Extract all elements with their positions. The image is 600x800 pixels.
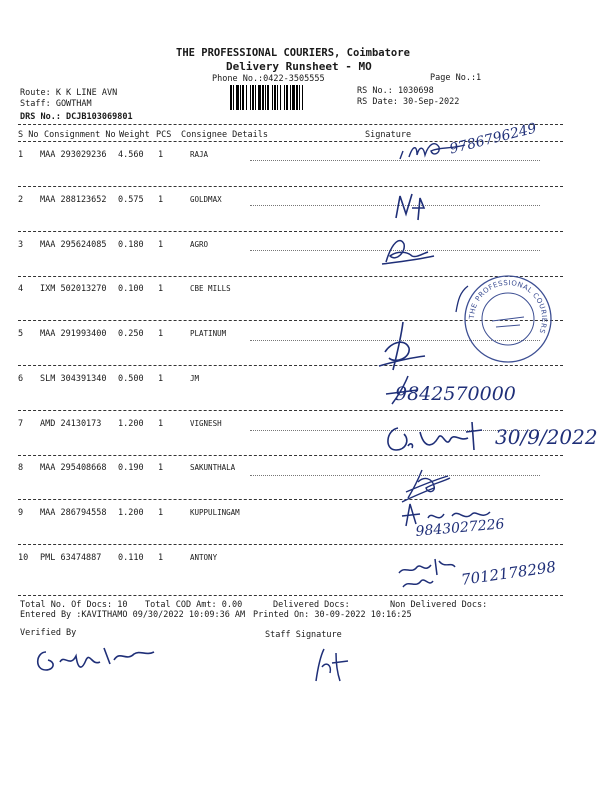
barcode [230, 85, 348, 110]
row-divider [18, 410, 563, 411]
signature-row-5 [375, 318, 435, 378]
row-sno: 10 [18, 553, 29, 563]
row-consignee: AGRO [190, 240, 209, 249]
rs-number: RS No.: 1030698 [357, 86, 434, 96]
total-docs: Total No. Of Docs: 10 [20, 600, 128, 610]
page-number: Page No.:1 [430, 73, 482, 83]
row-pcs: 1 [158, 419, 164, 429]
handwritten-phone-row-1: 9786796249 [448, 120, 539, 158]
row-sno: 3 [18, 240, 24, 250]
barcode-bar [280, 85, 281, 110]
handwritten-date-row-7: 30/9/2022 [495, 425, 598, 449]
signature-row-2 [390, 190, 440, 222]
row-sno: 8 [18, 463, 24, 473]
barcode-bar [252, 85, 254, 110]
row-weight: 1.200 [118, 508, 144, 518]
row-pcs: 1 [158, 553, 164, 563]
barcode-bar [265, 85, 266, 110]
row-divider [18, 231, 563, 232]
barcode-bar [290, 85, 291, 110]
row-consignment: PML 63474887 [40, 553, 102, 563]
row-consignee: JM [190, 374, 200, 383]
signature-row-8 [400, 458, 470, 504]
barcode-bar [262, 85, 264, 110]
stamp-signature-stroke [450, 282, 474, 316]
company-name: THE PROFESSIONAL COURIERS, Coimbatore [176, 47, 410, 59]
barcode-bar [240, 85, 241, 110]
row-sno: 1 [18, 150, 24, 160]
row-sno: 9 [18, 508, 24, 518]
row-consignee: PLATINUM [190, 329, 227, 338]
col-consignment: Consignment No [44, 130, 116, 140]
signature-row-3 [378, 232, 438, 268]
row-pcs: 1 [158, 150, 164, 160]
barcode-bar [284, 85, 285, 110]
non-delivered-docs: Non Delivered Docs: [390, 600, 488, 610]
row-consignment: SLM 304391340 [40, 374, 107, 384]
barcode-bar [286, 85, 288, 110]
row-consignment: MAA 293029236 [40, 150, 107, 160]
barcode-bar [302, 85, 303, 110]
row-consignee: SAKUNTHALA [190, 463, 236, 472]
row-consignment: MAA 295408668 [40, 463, 107, 473]
row-consignment: MAA 291993400 [40, 329, 107, 339]
entered-by: Entered By :KAVITHAMO 09/30/2022 10:09:36 AM [20, 610, 246, 620]
barcode-bar [296, 85, 298, 110]
row-sno: 4 [18, 284, 24, 294]
barcode-bar [246, 85, 247, 110]
document-title: Delivery Runsheet - MO [226, 60, 372, 73]
table-bottom-divider [18, 595, 563, 596]
verified-by-label: Verified By [20, 628, 77, 638]
row-consignment: IXM 502013270 [40, 284, 107, 294]
delivered-docs: Delivered Docs: [273, 600, 350, 610]
row-consignment: AMD 24130173 [40, 419, 102, 429]
barcode-bar [250, 85, 251, 110]
row-divider [18, 365, 563, 366]
row-weight: 0.500 [118, 374, 144, 384]
barcode-bar [299, 85, 300, 110]
barcode-bar [233, 85, 234, 110]
handwritten-phone-row-9: 9843027226 [415, 516, 506, 540]
rs-date: RS Date: 30-Sep-2022 [357, 97, 460, 107]
row-sno: 7 [18, 419, 24, 429]
barcode-bar [274, 85, 276, 110]
row-consignment: MAA 286794558 [40, 508, 107, 518]
col-pcs: PCS [156, 130, 172, 140]
staff-name: Staff: GOWTHAM [20, 99, 92, 109]
row-weight: 0.575 [118, 195, 144, 205]
barcode-bar [255, 85, 256, 110]
barcode-bar [272, 85, 273, 110]
col-sno: S No [18, 130, 39, 140]
phone-number: Phone No.:0422-3505555 [212, 74, 325, 84]
handwritten-phone-row-6: 9842570000 [395, 383, 516, 405]
row-sno: 2 [18, 195, 24, 205]
guide-line [250, 475, 540, 476]
barcode-bar [267, 85, 269, 110]
row-divider [18, 186, 563, 187]
drs-number: DRS No.: DCJB103069801 [20, 112, 133, 122]
row-consignee: CBE MILLS [190, 284, 231, 293]
barcode-bar [230, 85, 232, 110]
row-pcs: 1 [158, 508, 164, 518]
row-weight: 0.110 [118, 553, 144, 563]
route: Route: K K LINE AVN [20, 88, 118, 98]
row-sno: 6 [18, 374, 24, 384]
row-consignee: KUPPULINGAM [190, 508, 240, 517]
row-consignment: MAA 288123652 [40, 195, 107, 205]
total-cod: Total COD Amt: 0.00 [145, 600, 243, 610]
staff-signature [310, 645, 355, 685]
svg-text:THE PROFESSIONAL COURIERS: THE PROFESSIONAL COURIERS [467, 278, 549, 335]
barcode-bar [258, 85, 261, 110]
col-weight: Weight [119, 130, 150, 140]
row-weight: 1.200 [118, 419, 144, 429]
staff-signature-label: Staff Signature [265, 630, 342, 640]
row-weight: 4.560 [118, 150, 144, 160]
row-pcs: 1 [158, 195, 164, 205]
row-pcs: 1 [158, 240, 164, 250]
row-weight: 0.180 [118, 240, 144, 250]
row-pcs: 1 [158, 329, 164, 339]
row-sno: 5 [18, 329, 24, 339]
row-consignee: ANTONY [190, 553, 218, 562]
row-consignee: GOLDMAX [190, 195, 222, 204]
row-consignee: VIGNESH [190, 419, 222, 428]
handwritten-phone-row-10: 7012178298 [460, 557, 558, 589]
row-weight: 0.100 [118, 284, 144, 294]
verified-by-signature [30, 640, 160, 680]
col-consignee: Consignee Details [181, 130, 268, 140]
company-stamp [462, 273, 554, 365]
barcode-bar [277, 85, 278, 110]
row-consignee: RAJA [190, 150, 209, 159]
barcode-bar [236, 85, 239, 110]
col-signature: Signature [365, 130, 412, 140]
barcode-bar [242, 85, 244, 110]
row-pcs: 1 [158, 463, 164, 473]
row-weight: 0.190 [118, 463, 144, 473]
row-pcs: 1 [158, 374, 164, 384]
row-consignment: MAA 295624085 [40, 240, 107, 250]
header-divider [18, 124, 563, 125]
signature-row-7 [380, 418, 490, 458]
barcode-bar [292, 85, 295, 110]
printed-on: Printed On: 30-09-2022 10:16:25 [253, 610, 412, 620]
row-divider [18, 544, 563, 545]
row-weight: 0.250 [118, 329, 144, 339]
row-pcs: 1 [158, 284, 164, 294]
